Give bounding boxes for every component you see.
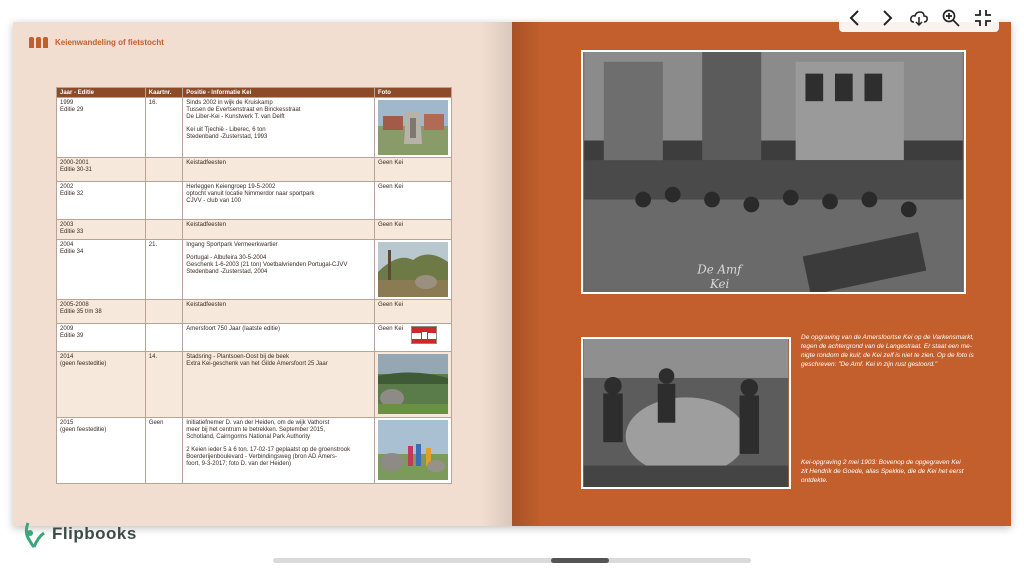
geen-kei-label: Geen Kei bbox=[377, 326, 403, 332]
table-row bbox=[57, 240, 452, 300]
scrollbar-thumb[interactable] bbox=[551, 558, 609, 563]
table-row bbox=[57, 300, 452, 324]
foto-cell: Geen Kei bbox=[374, 182, 451, 220]
varkensmarkt-crowd-photo bbox=[581, 50, 966, 294]
year-cell: 1999 Editie 29 bbox=[57, 98, 146, 158]
kaartnr-cell: 21. bbox=[145, 240, 183, 300]
svg-text:Kei: Kei bbox=[710, 277, 730, 292]
year-cell: 2015 (geen feesteditie) bbox=[57, 418, 146, 484]
right-page[interactable] bbox=[512, 22, 1011, 526]
page-scrollbar[interactable] bbox=[273, 558, 751, 563]
info-cell: Ingang Sportpark Vermeerkwartier Portugal - Albufeira 30-5-2004 Geschenk 1-6-2003 (21 ton) Voetbalvrienden Portugal-CJVV Stedenband -Zusterstad, 2004 bbox=[183, 240, 375, 300]
photo-caption-varkensmarkt: De opgraving van de Amersfoortse Kei op de Varkensmarkt, tegen de achtergrond van de Langestraat. Er staat een me- nigte rondom de kuil; de Kei zelf is niet te zien. Op de foto is geschreven: "De Amf. Kei in zijn rust gestoord." bbox=[801, 334, 974, 368]
year-cell: 2009 Editie 39 bbox=[57, 324, 146, 352]
flipbooks-brand[interactable] bbox=[22, 519, 137, 549]
foto-cell bbox=[374, 324, 451, 352]
table-row bbox=[57, 418, 452, 484]
kaartnr-cell bbox=[145, 324, 183, 352]
table-row bbox=[57, 182, 452, 220]
exit-fullscreen-button[interactable] bbox=[970, 5, 996, 31]
kaartnr-cell bbox=[145, 182, 183, 220]
portugal-kei-photo bbox=[378, 242, 448, 297]
kaartnr-cell bbox=[145, 158, 183, 182]
year-cell: 2003 Editie 33 bbox=[57, 220, 146, 240]
info-cell: Initiatiefnemer D. van der Heiden, om de wijk Vathorst meer bij het centrum te betrekken. September 2015, Schotland, Cairngorms National Park Authority 2 Keien ieder 5 à 6 ton. 17-02-17 geplaatst op de groenstrook Boerderijenboulevard - Verbindingsweg (bron AD Amers- foort, 9-3-2017; foto D. van der Heiden) bbox=[183, 418, 375, 484]
foto-cell: Geen Kei bbox=[374, 220, 451, 240]
prev-page-button[interactable] bbox=[842, 5, 868, 31]
foto-cell bbox=[374, 418, 451, 484]
table-row bbox=[57, 220, 452, 240]
liber-kei-photo bbox=[378, 100, 448, 155]
info-cell: Herleggen Keiengroep 19-5-2002 optocht vanuit locatie Nimmerdor naar sportpark CJVV - club van 100 bbox=[183, 182, 375, 220]
info-cell: Keistadfeesten bbox=[183, 220, 375, 240]
fullscreen-exit-icon bbox=[973, 8, 993, 28]
info-cell: Amersfoort 750 Jaar (laatste editie) bbox=[183, 324, 375, 352]
info-cell: Sinds 2002 in wijk de Kruiskamp Tussen de Evertsenstraat en Binckesstraat De Liber-Kei - Kunstwerk T. van Delft Kei uit Tjechië - Liberec, 6 ton Stedenband -Zusterstad, 1993 bbox=[183, 98, 375, 158]
info-cell: Stadsring - Plantsoen-Oost bij de beek Extra Kei-geschenk van het Gilde Amersfoort 25 Jaar bbox=[183, 352, 375, 418]
column-header-positie: Positie - Informatie Kei bbox=[183, 88, 375, 98]
kaartnr-cell: 14. bbox=[145, 352, 183, 418]
cloud-download-icon bbox=[909, 8, 929, 28]
kei-table bbox=[56, 87, 452, 484]
foto-cell bbox=[374, 240, 451, 300]
foto-cell: Geen Kei bbox=[374, 300, 451, 324]
amersfoort-flag-icon bbox=[411, 326, 437, 344]
page-header bbox=[29, 37, 164, 48]
kei-opgraving-photo bbox=[581, 337, 791, 489]
open-book bbox=[13, 22, 1011, 526]
year-cell: 2004 Editie 34 bbox=[57, 240, 146, 300]
flipbooks-brand-name: Flipbooks bbox=[52, 524, 137, 543]
viewer-toolbar bbox=[839, 4, 999, 32]
left-page[interactable] bbox=[13, 22, 512, 526]
column-header-kaartnr: Kaartnr. bbox=[145, 88, 183, 98]
table-row bbox=[57, 158, 452, 182]
chevron-left-icon bbox=[845, 8, 865, 28]
column-header-jaar: Jaar - Editie bbox=[57, 88, 146, 98]
kaartnr-cell: Geen bbox=[145, 418, 183, 484]
table-row bbox=[57, 98, 452, 158]
page-header-title: Keienwandeling of fietstocht bbox=[55, 38, 164, 47]
table-row bbox=[57, 352, 452, 418]
foto-cell bbox=[374, 352, 451, 418]
flipbooks-logo-icon bbox=[22, 519, 48, 549]
svg-text:De Amf: De Amf bbox=[697, 262, 742, 277]
table-row bbox=[57, 324, 452, 352]
download-button[interactable] bbox=[906, 5, 932, 31]
kaartnr-cell bbox=[145, 300, 183, 324]
year-cell: 2014 (geen feesteditie) bbox=[57, 352, 146, 418]
info-cell: Keistadfeesten bbox=[183, 158, 375, 182]
kaartnr-cell: 16. bbox=[145, 98, 183, 158]
photo-caption-opgraving: Kei-opgraving 2 mei 1903: Bovenop de opgegraven Kei zit Hendrik de Goede, alias Spekkie, die de Kei het eerst ontdekte. bbox=[801, 459, 964, 484]
vathorst-keien-photo bbox=[378, 420, 448, 480]
table-header-row bbox=[57, 88, 452, 98]
zoom-in-icon bbox=[941, 8, 961, 28]
keien-logo-icon bbox=[29, 37, 48, 48]
year-cell: 2002 Editie 32 bbox=[57, 182, 146, 220]
next-page-button[interactable] bbox=[874, 5, 900, 31]
stadsring-kei-photo bbox=[378, 354, 448, 414]
info-cell: Keistadfeesten bbox=[183, 300, 375, 324]
year-cell: 2005-2008 Editie 35 t/m 38 bbox=[57, 300, 146, 324]
year-cell: 2000-2001 Editie 30-31 bbox=[57, 158, 146, 182]
kaartnr-cell bbox=[145, 220, 183, 240]
chevron-right-icon bbox=[877, 8, 897, 28]
zoom-in-button[interactable] bbox=[938, 5, 964, 31]
column-header-foto: Foto bbox=[374, 88, 451, 98]
foto-cell: Geen Kei bbox=[374, 158, 451, 182]
foto-cell bbox=[374, 98, 451, 158]
